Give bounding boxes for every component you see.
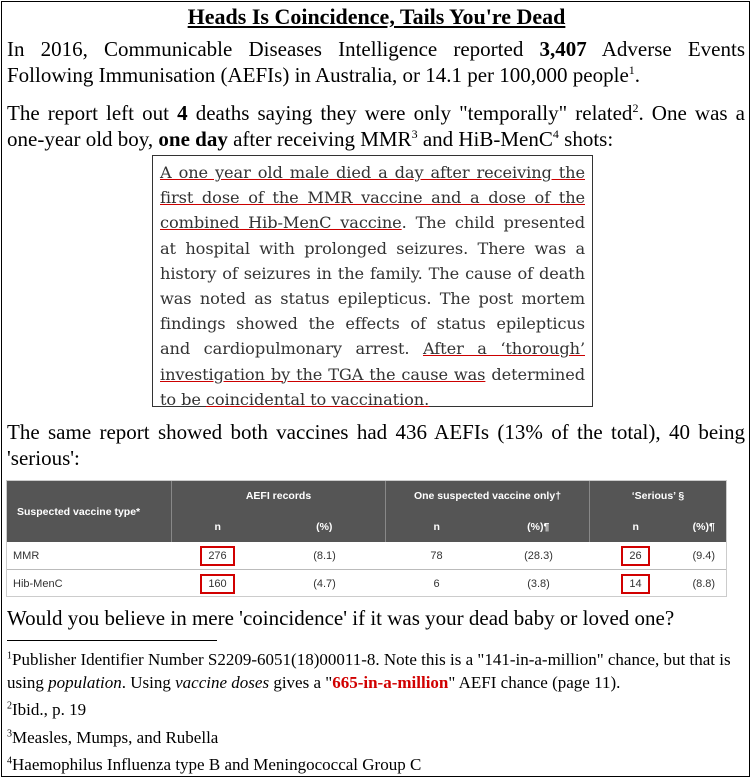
one-vaccine-n: 78 — [386, 542, 488, 570]
footnote-text: Ibid., p. 19 — [12, 700, 87, 719]
footnote-text: Publisher Identifier Number S2209-6051(18)00011-8. Note this is a "141-in-a-million" chance, but that is using — [7, 650, 731, 692]
sub-header-n: n — [590, 511, 682, 542]
footnote-text: " AEFI chance (page 11). — [448, 673, 621, 692]
footnote-ref-3: 3 — [411, 127, 418, 141]
deaths-text: The report left out — [7, 101, 178, 125]
page-title: Heads Is Coincidence, Tails You're Dead — [187, 4, 566, 29]
table-intro-paragraph: The same report showed both vaccines had 436 AEFIs (13% of the total), 40 being 'serious': — [7, 420, 745, 470]
sub-header-pct: (%) — [264, 511, 386, 542]
quote-text-1: . The child presented at hospital with prolonged seizures. There was a history of seizures in the family. The cause of death was noted as status epilepticus. The post mortem findings showed the effects of status epilepticus and cardiopulmonary arrest. — [160, 213, 586, 359]
footnote-highlight: 665-in-a-million — [332, 673, 449, 692]
serious-n-highlight: 26 — [621, 546, 649, 566]
deaths-text-6: shots: — [558, 127, 614, 151]
aefi-pct: (8.1) — [264, 542, 386, 570]
col-header-aefi: AEFI records — [172, 481, 386, 511]
sub-header-pct: (%)¶ — [488, 511, 590, 542]
intro-text: In 2016, Communicable Diseases Intelligence reported — [7, 37, 540, 61]
sub-header-pct: (%)¶ — [682, 511, 727, 542]
serious-n-highlight: 14 — [621, 574, 649, 594]
sub-header-n: n — [386, 511, 488, 542]
aefi-table — [6, 480, 727, 597]
sub-header-n: n — [172, 511, 264, 542]
one-vaccine-n: 6 — [433, 577, 440, 590]
footnote-marker: 1 — [7, 650, 12, 662]
serious-pct: (8.8) — [692, 577, 716, 590]
aefi-count: 3,407 — [539, 37, 587, 61]
quote-underlined-3: coincidental to vaccination. — [205, 389, 430, 409]
quote-underlined-1: A one year old male died a day after receiving the first dose of the MMR vaccine and a dose of the combined Hib-MenC vaccine — [160, 163, 585, 233]
footnote-marker: 2 — [7, 700, 12, 712]
footnote-text: gives a " — [269, 673, 333, 692]
deaths-paragraph — [7, 100, 745, 152]
footnote-1 — [7, 648, 745, 694]
deaths-text-4: after receiving MMR — [227, 127, 412, 151]
quote-underlined-2: After a ‘thorough’ investigation by the TGA the cause was — [160, 339, 585, 384]
quoted-excerpt — [152, 155, 593, 407]
footnote-text: Measles, Mumps, and Rubella — [12, 728, 219, 747]
intro-text-2: Adverse Events Following Immunisation (AEFIs) in Australia, or 14.1 per 100,000 people — [7, 37, 745, 87]
deaths-count: 4 — [177, 101, 188, 125]
vaccine-name: MMR — [7, 542, 172, 570]
serious-pct: (9.4) — [682, 542, 727, 570]
footnote-divider — [7, 640, 217, 641]
footnote-4 — [7, 753, 745, 776]
quote-text-2: determined to be — [160, 364, 585, 409]
intro-text-3: . — [634, 63, 641, 87]
table-row — [7, 542, 726, 570]
one-vaccine-pct: (28.3) — [488, 542, 590, 570]
footnote-text: Haemophilus Influenza type B and Meningococcal Group C — [12, 755, 422, 774]
footnote-ref-2: 2 — [632, 101, 639, 115]
closing-question: Would you believe in mere 'coincidence' if it was your dead baby or loved one? — [7, 606, 675, 630]
footnote-marker: 4 — [7, 755, 12, 767]
vaccine-name: Hib-MenC — [13, 577, 63, 590]
table-row — [7, 570, 726, 598]
one-vaccine-pct: (3.8) — [527, 577, 550, 590]
footnote-italic: vaccine doses — [175, 673, 270, 692]
footnote-ref-4: 4 — [552, 127, 559, 141]
aefi-pct: (4.7) — [313, 577, 336, 590]
aefi-n-highlight: 276 — [200, 546, 234, 566]
aefi-n-highlight: 160 — [200, 574, 234, 594]
footnote-text: . Using — [121, 673, 176, 692]
footnote-marker: 3 — [7, 728, 12, 740]
col-header-serious: ‘Serious’ § — [590, 481, 727, 511]
one-day-emphasis: one day — [158, 127, 228, 151]
deaths-text-3: . One was a one-year old boy, — [7, 101, 746, 151]
col-header-vaccine: Suspected vaccine type* — [7, 481, 172, 542]
col-header-one-vaccine: One suspected vaccine only† — [386, 481, 590, 511]
footnote-2 — [7, 698, 745, 721]
footnote-italic: population — [48, 673, 122, 692]
intro-paragraph — [7, 36, 745, 88]
footnote-ref-1: 1 — [628, 63, 635, 77]
deaths-text-5: and HiB-MenC — [417, 127, 553, 151]
footnote-3 — [7, 726, 745, 749]
deaths-text-2: deaths saying they were only "temporally" related — [187, 101, 633, 125]
